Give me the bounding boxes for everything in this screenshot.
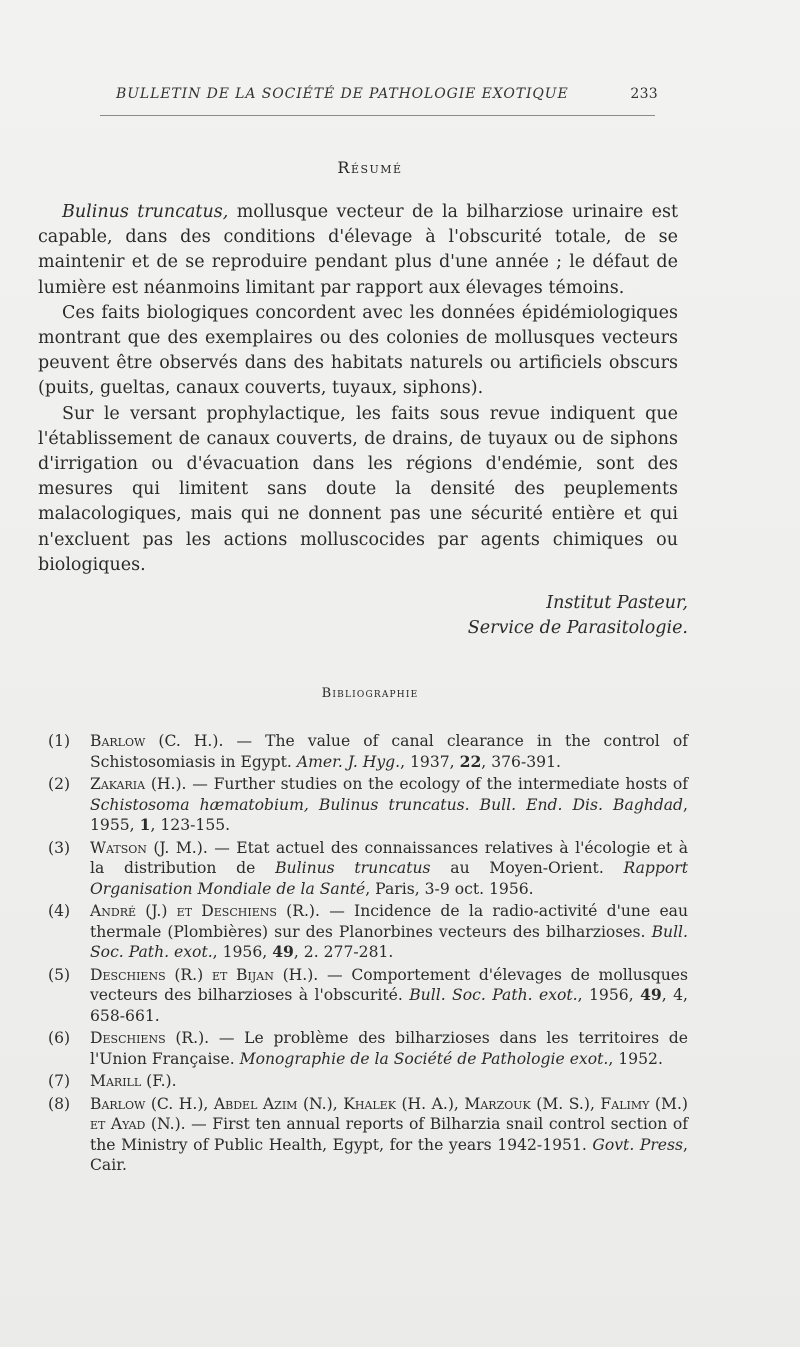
reference-item <box>38 731 688 772</box>
reference-authors: Marill (F.). <box>90 1072 177 1090</box>
running-title: BULLETIN DE LA SOCIÉTÉ DE PATHOLOGIE EXOTIQUE <box>116 86 569 102</box>
reference-item <box>38 965 688 1027</box>
reference-item <box>38 1094 688 1176</box>
resume-heading: Résumé <box>337 158 403 177</box>
reference-authors: Barlow (C. H.). <box>90 732 224 750</box>
resume-body <box>38 200 678 578</box>
resume-paragraph <box>38 301 678 402</box>
reference-title: — Incidence de la radio-activité d'une eau thermale (Plombières) sur des Planorbines vecteurs des bilharzioses. <box>90 902 689 941</box>
paragraph-text: Sur le versant prophylactique, les faits sous revue indiquent que l'établissement de canaux couverts, de drains, de tuyaux ou de siphons d'irrigation ou d'évacuation dans les régions d'endémie, sont des mesures qui limitent sans doute la densité des peuplements malacologiques, mais qui ne donnent pas une sécurité entière et qui n'excluent pas les actions molluscocides par agents chimiques ou biologiques. <box>38 403 678 575</box>
reference-item <box>38 838 688 900</box>
reference-item <box>38 901 688 963</box>
reference-pages: , 2. 277-281. <box>293 943 394 961</box>
species-name: Bulinus truncatus, <box>62 202 229 222</box>
reference-number: (1) <box>48 732 71 750</box>
reference-journal: Govt. Press <box>592 1135 684 1154</box>
reference-number: (5) <box>48 965 71 984</box>
reference-item <box>38 774 688 836</box>
reference-number: (8) <box>48 1094 71 1113</box>
reference-journal: Bull. Soc. Path. exot. <box>90 922 688 961</box>
reference-pages: , 123-155. <box>150 816 231 834</box>
reference-pages: , 376-391. <box>481 752 561 771</box>
paragraph-text: mollusque vecteur de la bilharziose urinaire est capable, dans des conditions d'élevage à l'obscurité totale, de se maintenir et de se reproduire pendant plus d'une année ; le défaut de lumière est néanmoins limitant par rapport aux élevages témoins. <box>38 202 678 298</box>
reference-item <box>38 1028 688 1069</box>
reference-number: (6) <box>48 1029 71 1047</box>
header-rule <box>100 115 655 116</box>
reference-title: — The value of canal clearance in the control of Schistosomiasis in Egypt. <box>90 732 688 771</box>
reference-title: — Further studies on the ecology of the intermediate hosts of <box>186 775 688 793</box>
reference-journal: Bull. Soc. Path. exot. <box>409 986 578 1004</box>
reference-title: — Comportement d'élevages de mollusques vecteurs des bilharzioses à l'obscurité. <box>90 965 688 1004</box>
reference-journal: Bulinus truncatus <box>275 859 431 877</box>
reference-number: (2) <box>48 775 71 793</box>
reference-authors: Barlow (C. H.), Abdel Azim (N.), Khalek (H. A.), Marzouk (M. S.), Falimy (M.) et Ayad (N.). <box>90 1094 688 1133</box>
reference-number: (7) <box>48 1072 71 1090</box>
bibliography-heading: Bibliographie <box>321 686 419 701</box>
reference-year: , 1937, <box>400 752 460 771</box>
reference-pages: , 4, 658-661. <box>90 986 689 1025</box>
reference-pages: , Paris, 3-9 oct. 1956. <box>365 879 534 898</box>
signature-institute: Institut Pasteur, <box>546 593 688 613</box>
reference-year: , Cair. <box>90 1135 688 1174</box>
reference-journal: Schistosoma hæmatobium, Bulinus truncatus. Bull. End. Dis. Baghdad <box>90 795 684 814</box>
reference-title: — First ten annual reports of Bilharzia snail control section of the Ministry of Public Health, Egypt, for the years 1942-1951. <box>90 1115 688 1154</box>
reference-title: — Le problème des bilharzioses dans les territoires de l'Union Française. <box>90 1029 688 1068</box>
signature-service: Service de Parasitologie. <box>467 618 688 638</box>
page-number: 233 <box>630 86 658 102</box>
reference-authors: Deschiens (R.). <box>90 1029 210 1047</box>
reference-source: Rapport Organisation Mondiale de la Santé <box>90 859 688 898</box>
reference-volume: 1 <box>139 815 151 834</box>
paragraph-text: Ces faits biologiques concordent avec les données épidémiologiques montrant que des exemplaires ou des colonies de mollusques vecteurs peuvent être observés dans des habitats naturels ou artificiels obscurs (puits, gueltas, canaux couverts, tuyaux, siphons). <box>38 302 678 399</box>
reference-volume: 22 <box>459 751 482 771</box>
running-header <box>98 80 658 104</box>
reference-authors: Watson (J. M.). <box>90 838 208 857</box>
reference-authors: Zakaria (H.). <box>90 775 187 793</box>
reference-volume: 49 <box>272 942 294 961</box>
reference-authors: Deschiens (R.) et Bijan (H.). <box>90 965 319 984</box>
reference-year: , 1956, <box>577 986 641 1004</box>
reference-year: , 1956, <box>212 943 273 961</box>
reference-item <box>38 1071 688 1092</box>
reference-list <box>38 731 688 1178</box>
reference-journal: Monographie de la Société de Pathologie exot. <box>239 1049 609 1068</box>
reference-volume: 49 <box>640 985 662 1004</box>
reference-title: — Etat actuel des connaissances relatives à l'écologie et à la distribution de <box>90 838 688 877</box>
reference-number: (4) <box>48 902 71 920</box>
reference-number: (3) <box>48 838 71 857</box>
reference-year: , 1955, <box>90 795 688 834</box>
reference-year: , 1952. <box>608 1049 663 1068</box>
reference-journal: Amer. J. Hyg. <box>296 752 401 771</box>
reference-year: au Moyen-Orient. <box>430 859 624 877</box>
reference-authors: André (J.) et Deschiens (R.). <box>90 902 320 920</box>
resume-paragraph <box>38 402 678 578</box>
resume-paragraph <box>38 200 678 301</box>
